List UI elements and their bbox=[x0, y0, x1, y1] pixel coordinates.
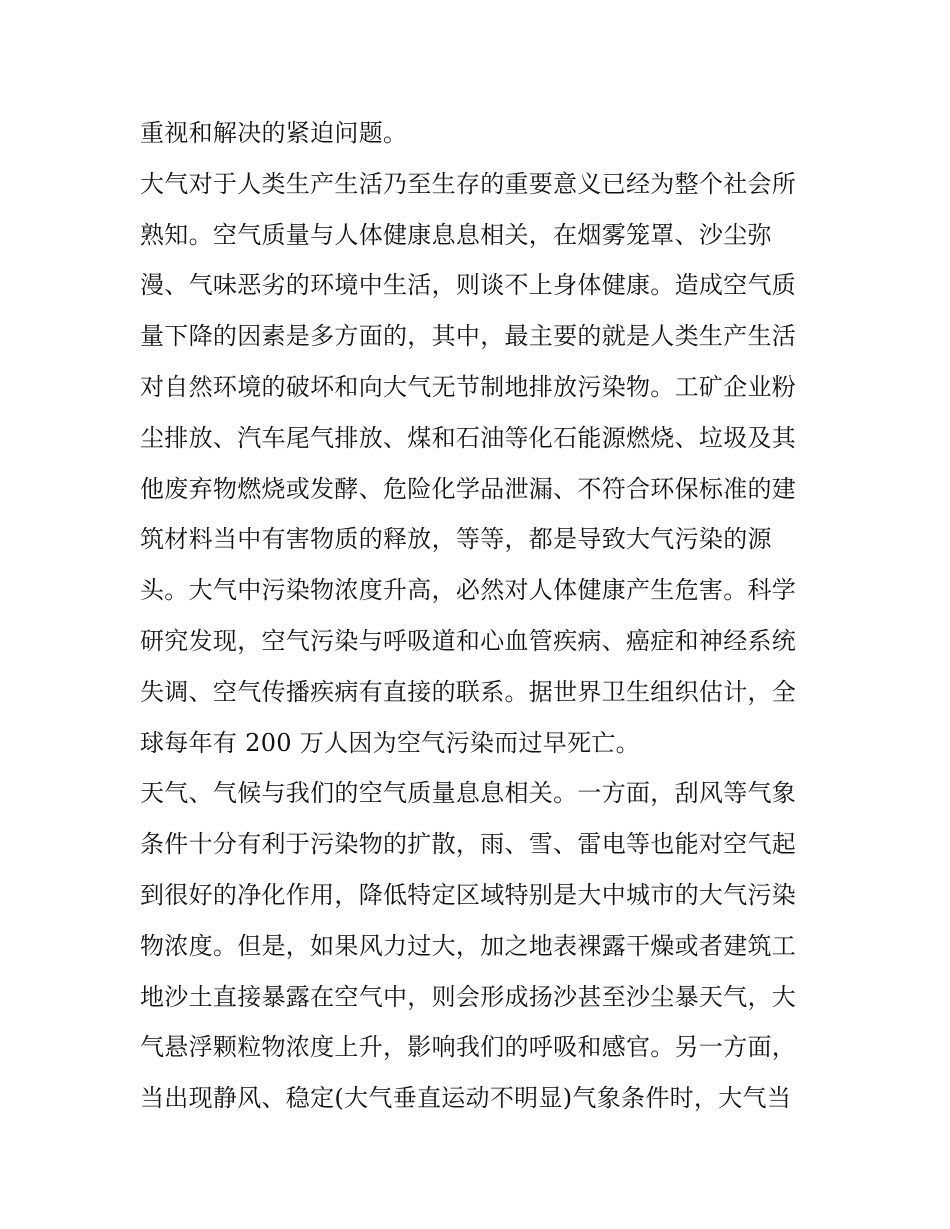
text-line: 失调、空气传播疾病有直接的联系。据世界卫生组织估计，全 bbox=[140, 677, 797, 706]
text-line: 研究发现，空气污染与呼吸道和心血管疾病、癌症和神经系统 bbox=[140, 626, 797, 655]
text-line: 量下降的因素是多方面的，其中，最主要的就是人类生产生活 bbox=[140, 322, 797, 351]
text-line: 天气、气候与我们的空气质量息息相关。一方面，刮风等气象 bbox=[140, 779, 797, 808]
body-text bbox=[140, 108, 815, 1124]
text-line: 大气对于人类生产生活乃至生存的重要意义已经为整个社会所 bbox=[140, 169, 797, 198]
text-line: 他废弃物燃烧或发酵、危险化学品泄漏、不符合环保标准的建 bbox=[140, 474, 797, 503]
text-line: 地沙土直接暴露在空气中，则会形成扬沙甚至沙尘暴天气，大 bbox=[140, 982, 797, 1011]
text-line: 物浓度。但是，如果风力过大，加之地表裸露干燥或者建筑工 bbox=[140, 931, 797, 960]
text-line: 对自然环境的破坏和向大气无节制地排放污染物。工矿企业粉 bbox=[140, 372, 797, 401]
text-line: 头。大气中污染物浓度升高，必然对人体健康产生危害。科学 bbox=[140, 576, 797, 605]
text-line: 条件十分有利于污染物的扩散，雨、雪、雷电等也能对空气起 bbox=[140, 830, 797, 859]
text-line: 到很好的净化作用，降低特定区域特别是大中城市的大气污染 bbox=[140, 880, 797, 909]
text-line: 尘排放、汽车尾气排放、煤和石油等化石能源燃烧、垃圾及其 bbox=[140, 423, 797, 452]
text-line: 漫、气味恶劣的环境中生活，则谈不上身体健康。造成空气质 bbox=[140, 271, 797, 300]
text-line: 熟知。空气质量与人体健康息息相关，在烟雾笼罩、沙尘弥 bbox=[140, 220, 772, 249]
text-line: 当出现静风、稳定(大气垂直运动不明显)气象条件时，大气当 bbox=[140, 1084, 792, 1113]
text-line: 筑材料当中有害物质的释放，等等，都是导致大气污染的源 bbox=[140, 525, 772, 554]
text-line: 重视和解决的紧迫问题。 bbox=[140, 119, 408, 147]
text-line: 球每年有 200 万人因为空气污染而过早死亡。 bbox=[140, 728, 640, 757]
text-line: 气悬浮颗粒物浓度上升，影响我们的呼吸和感官。另一方面， bbox=[140, 1033, 797, 1062]
